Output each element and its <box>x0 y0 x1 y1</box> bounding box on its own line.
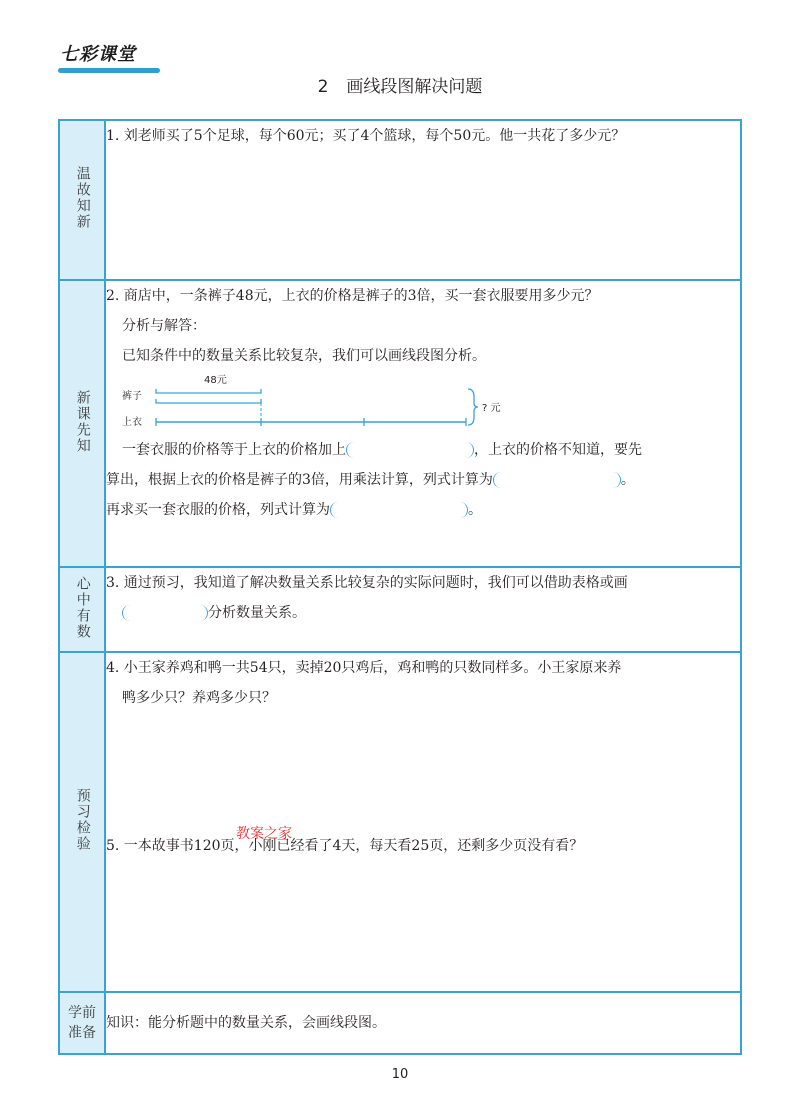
question-2: 2. 商店中，一条裤子48元，上衣的价格是裤子的3倍，买一套衣服要用多少元？ <box>106 288 599 304</box>
section-label: 新课先知 <box>74 389 91 454</box>
page-title <box>0 72 800 97</box>
worksheet-table <box>58 119 742 1055</box>
top-brace <box>156 389 261 393</box>
section-label <box>60 1003 104 1043</box>
section-label-cell <box>59 992 105 1054</box>
analysis-intro: 已知条件中的数量关系比较复杂，我们可以画线段图分析。 <box>122 348 486 364</box>
prep-text: 知识：能分析题中的数量关系，会画线段图。 <box>106 1015 386 1031</box>
answer-blank[interactable] <box>346 442 474 458</box>
diagram-svg <box>106 371 526 435</box>
question-3-cont <box>106 598 740 628</box>
page-number: 10 <box>391 1067 409 1082</box>
row-label-trousers: 裤子 <box>122 391 142 402</box>
section-label-cell <box>59 280 105 567</box>
section-label-line1: 学前 <box>68 1005 96 1021</box>
watermark: 教案之家 <box>236 826 292 842</box>
section-content <box>105 280 741 567</box>
question-mark-label: ? 元 <box>482 403 501 414</box>
fill-line-1-text: 一套衣服的价格等于上衣的价格加上 <box>122 442 346 458</box>
section-content <box>105 120 741 280</box>
question-3-tail: 分析数量关系。 <box>208 605 306 621</box>
question-1: 1. 刘老师买了5个足球，每个60元；买了4个篮球，每个50元。他一共花了多少元？ <box>106 128 626 144</box>
lesson-title: 画线段图解决问题 <box>346 77 483 97</box>
section-label-cell <box>59 567 105 652</box>
section-content <box>105 652 741 992</box>
question-4-cont: 鸭多少只？养鸡多少只？ <box>122 690 276 706</box>
fill-line-2-text: 算出，根据上衣的价格是裤子的3倍，用乘法计算，列式计算为 <box>106 472 493 488</box>
row-label-coat: 上衣 <box>122 417 142 428</box>
fill-line-2 <box>106 465 740 495</box>
section-label-cell <box>59 652 105 992</box>
section-prep <box>59 992 741 1054</box>
line-segment-diagram <box>106 371 740 435</box>
question-5: 5. 一本故事书120页，小刚已经看了4天，每天看25页，还剩多少页没有看？ <box>106 838 584 854</box>
section-label-line2: 准备 <box>68 1025 96 1041</box>
answer-space[interactable] <box>106 713 740 813</box>
question-3: 3. 通过预习，我知道了解决数量关系比较复杂的实际问题时，我们可以借助表格或画 <box>106 575 628 591</box>
fill-line-2-tail: 。 <box>620 472 635 488</box>
section-label: 预习检验 <box>74 788 91 852</box>
section-review <box>59 120 741 280</box>
answer-blank[interactable] <box>122 605 208 621</box>
fill-line-3-tail: 。 <box>468 502 482 518</box>
fill-line-1 <box>106 435 740 465</box>
analysis-title: 分析与解答： <box>122 318 206 334</box>
trousers-segment <box>156 399 261 403</box>
lesson-number: 2 <box>317 77 329 97</box>
brand-logo: 七彩课堂 <box>60 44 136 65</box>
diagram-top-label: 48元 <box>204 375 227 386</box>
section-label: 心中有数 <box>74 575 91 640</box>
section-summary <box>59 567 741 652</box>
section-label: 温故知新 <box>74 166 91 230</box>
question-4: 4. 小王家养鸡和鸭一共54只，卖掉20只鸡后，鸡和鸭的只数同样多。小王家原来养 <box>106 660 622 676</box>
answer-blank[interactable] <box>493 472 621 488</box>
section-content <box>105 992 741 1054</box>
fill-line-3-text: 再求买一套衣服的价格，列式计算为 <box>106 502 330 518</box>
section-label-cell <box>59 120 105 280</box>
total-brace <box>468 389 478 425</box>
section-check <box>59 652 741 992</box>
section-new-lesson <box>59 280 741 567</box>
fill-line-1-tail: ，上衣的价格不知道，要先 <box>474 442 642 458</box>
answer-blank[interactable] <box>330 502 468 518</box>
section-content <box>105 567 741 652</box>
fill-line-3 <box>106 495 740 525</box>
